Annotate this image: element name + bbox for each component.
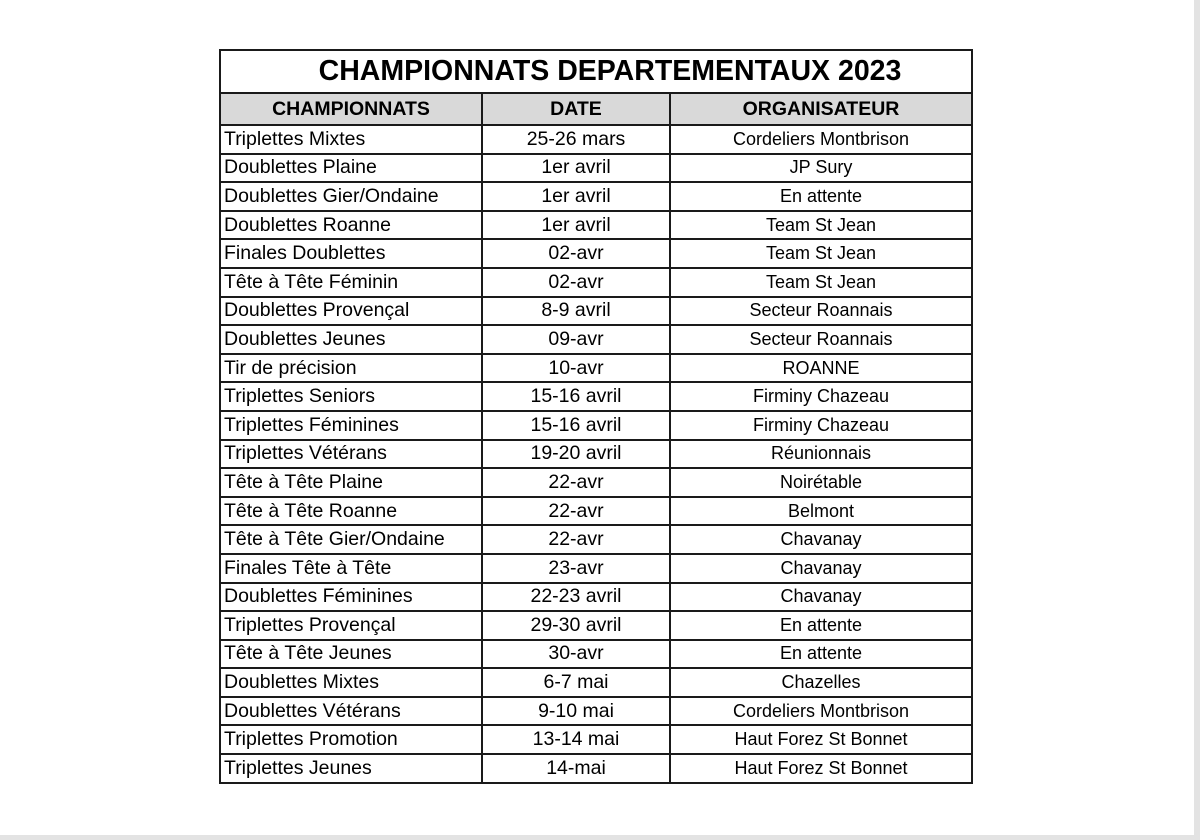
organisateur-cell: Team St Jean	[670, 239, 972, 268]
championnat-cell: Doublettes Plaine	[220, 154, 482, 183]
championnat-cell: Finales Tête à Tête	[220, 554, 482, 583]
organisateur-cell: En attente	[670, 182, 972, 211]
table-row	[220, 297, 972, 326]
date-cell: 23-avr	[482, 554, 670, 583]
date-cell: 13-14 mai	[482, 725, 670, 754]
date-cell: 6-7 mai	[482, 668, 670, 697]
championnat-cell: Tête à Tête Plaine	[220, 468, 482, 497]
championnat-cell: Triplettes Jeunes	[220, 754, 482, 783]
championnat-cell: Triplettes Promotion	[220, 725, 482, 754]
organisateur-cell: Chavanay	[670, 554, 972, 583]
organisateur-cell: Chavanay	[670, 583, 972, 612]
date-cell: 10-avr	[482, 354, 670, 383]
date-cell: 22-avr	[482, 468, 670, 497]
championnat-cell: Tête à Tête Féminin	[220, 268, 482, 297]
championnat-cell: Doublettes Roanne	[220, 211, 482, 240]
championnat-cell: Triplettes Seniors	[220, 382, 482, 411]
table-row	[220, 411, 972, 440]
table-row	[220, 440, 972, 469]
organisateur-cell: Cordeliers Montbrison	[670, 125, 972, 154]
championnat-cell: Triplettes Vétérans	[220, 440, 482, 469]
table-row	[220, 125, 972, 154]
organisateur-cell: Haut Forez St Bonnet	[670, 725, 972, 754]
date-cell: 8-9 avril	[482, 297, 670, 326]
championnat-cell: Tête à Tête Gier/Ondaine	[220, 525, 482, 554]
organisateur-cell: Secteur Roannais	[670, 297, 972, 326]
table-row	[220, 268, 972, 297]
date-cell: 1er avril	[482, 182, 670, 211]
table-row	[220, 182, 972, 211]
organisateur-cell: Chazelles	[670, 668, 972, 697]
table-row	[220, 239, 972, 268]
page-title: CHAMPIONNATS DEPARTEMENTAUX 2023	[318, 55, 902, 87]
date-cell: 30-avr	[482, 640, 670, 669]
table-row	[220, 725, 972, 754]
date-cell: 02-avr	[482, 268, 670, 297]
championships-table	[219, 49, 973, 784]
header-row	[220, 93, 972, 125]
date-cell: 1er avril	[482, 154, 670, 183]
date-cell: 15-16 avril	[482, 382, 670, 411]
table-row	[220, 154, 972, 183]
table-title-cell	[220, 50, 972, 93]
table-row	[220, 583, 972, 612]
championnat-cell: Tir de précision	[220, 354, 482, 383]
championnat-cell: Doublettes Féminines	[220, 583, 482, 612]
organisateur-cell: En attente	[670, 611, 972, 640]
championnat-cell: Triplettes Mixtes	[220, 125, 482, 154]
column-header-organisateur: ORGANISATEUR	[670, 93, 972, 125]
table-body	[220, 125, 972, 783]
organisateur-cell: Team St Jean	[670, 211, 972, 240]
championnat-cell: Tête à Tête Jeunes	[220, 640, 482, 669]
table-row	[220, 525, 972, 554]
date-cell: 09-avr	[482, 325, 670, 354]
date-cell: 19-20 avril	[482, 440, 670, 469]
organisateur-cell: Cordeliers Montbrison	[670, 697, 972, 726]
organisateur-cell: Haut Forez St Bonnet	[670, 754, 972, 783]
table-row	[220, 497, 972, 526]
organisateur-cell: Firminy Chazeau	[670, 382, 972, 411]
table-row	[220, 354, 972, 383]
date-cell: 9-10 mai	[482, 697, 670, 726]
date-cell: 1er avril	[482, 211, 670, 240]
table-row	[220, 754, 972, 783]
championnat-cell: Tête à Tête Roanne	[220, 497, 482, 526]
championnat-cell: Doublettes Gier/Ondaine	[220, 182, 482, 211]
organisateur-cell: Firminy Chazeau	[670, 411, 972, 440]
table-row	[220, 325, 972, 354]
organisateur-cell: Noirétable	[670, 468, 972, 497]
organisateur-cell: Secteur Roannais	[670, 325, 972, 354]
table-row	[220, 640, 972, 669]
championnat-cell: Triplettes Féminines	[220, 411, 482, 440]
organisateur-cell: En attente	[670, 640, 972, 669]
date-cell: 22-23 avril	[482, 583, 670, 612]
table-row	[220, 611, 972, 640]
championnat-cell: Doublettes Mixtes	[220, 668, 482, 697]
championnat-cell: Finales Doublettes	[220, 239, 482, 268]
date-cell: 22-avr	[482, 497, 670, 526]
table-row	[220, 554, 972, 583]
organisateur-cell: ROANNE	[670, 354, 972, 383]
table-row	[220, 468, 972, 497]
championships-table-wrapper	[219, 49, 971, 784]
organisateur-cell: JP Sury	[670, 154, 972, 183]
table-row	[220, 697, 972, 726]
championnat-cell: Doublettes Vétérans	[220, 697, 482, 726]
column-header-championnats: CHAMPIONNATS	[220, 93, 482, 125]
date-cell: 22-avr	[482, 525, 670, 554]
table-row	[220, 211, 972, 240]
table-row	[220, 668, 972, 697]
championnat-cell: Doublettes Provençal	[220, 297, 482, 326]
organisateur-cell: Chavanay	[670, 525, 972, 554]
organisateur-cell: Réunionnais	[670, 440, 972, 469]
championnat-cell: Doublettes Jeunes	[220, 325, 482, 354]
date-cell: 15-16 avril	[482, 411, 670, 440]
date-cell: 29-30 avril	[482, 611, 670, 640]
organisateur-cell: Team St Jean	[670, 268, 972, 297]
date-cell: 02-avr	[482, 239, 670, 268]
championnat-cell: Triplettes Provençal	[220, 611, 482, 640]
date-cell: 25-26 mars	[482, 125, 670, 154]
table-row	[220, 382, 972, 411]
organisateur-cell: Belmont	[670, 497, 972, 526]
column-header-date: DATE	[482, 93, 670, 125]
title-row	[220, 50, 972, 93]
date-cell: 14-mai	[482, 754, 670, 783]
